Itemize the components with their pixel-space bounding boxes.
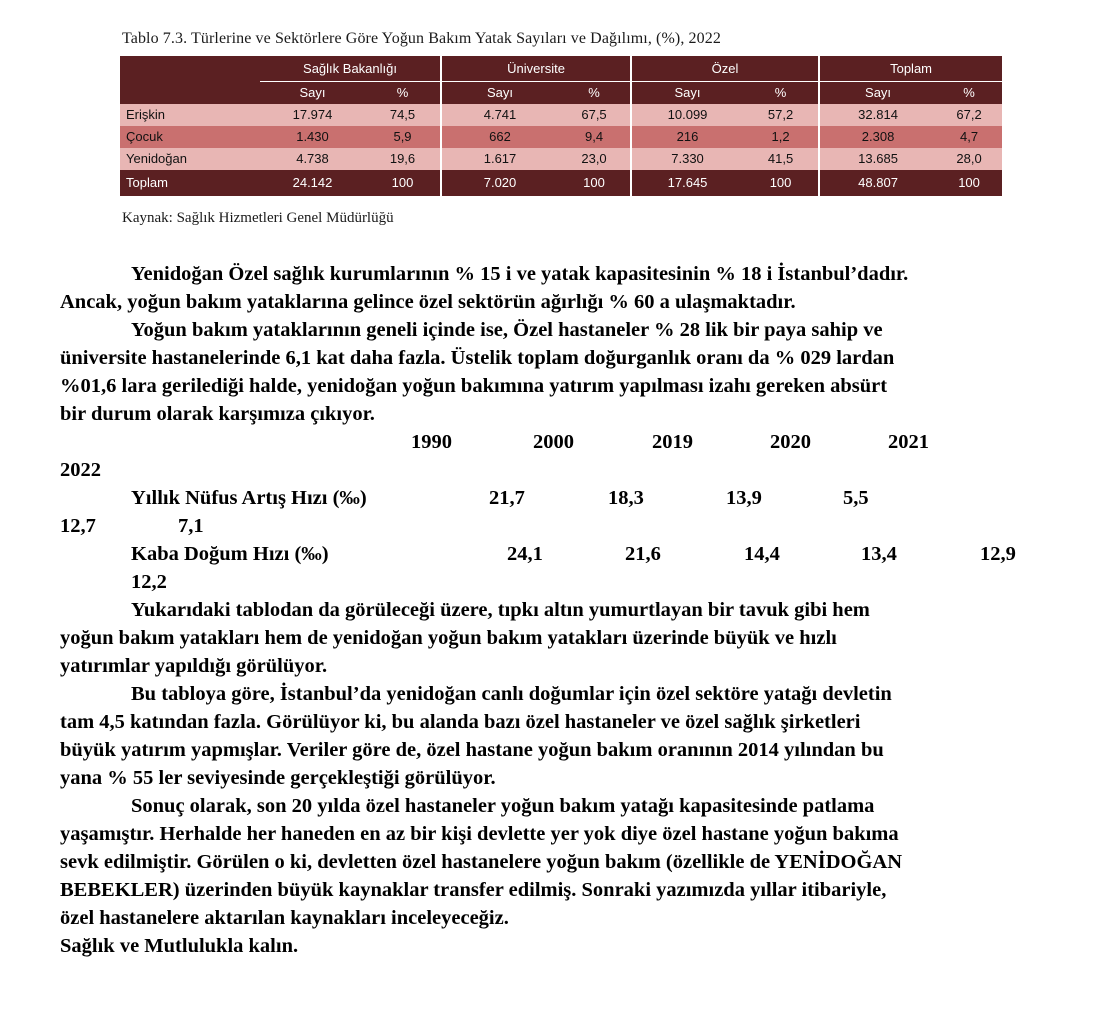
table-cell: 17.645 [631, 170, 743, 196]
group-header: Üniversite [441, 56, 631, 82]
growth-rate-value: 7,1 [178, 515, 204, 537]
table-header-sub [120, 82, 1002, 105]
paragraph-line: sevk edilmiştir. Görülen o ki, devletten özel hastanelere yoğun bakım (özellikle de YENİDOĞAN [60, 851, 903, 873]
icu-bed-table [120, 56, 1002, 196]
row-label: Çocuk [120, 126, 260, 148]
growth-rate-value: 13,9 [726, 487, 762, 509]
table-cell: 7.020 [441, 170, 558, 196]
paragraph-line: büyük yatırım yapmışlar. Veriler göre de, özel hastane yoğun bakım oranının 2014 yılından bu [60, 739, 884, 761]
table-cell: 28,0 [936, 148, 1002, 170]
table-caption: Tablo 7.3. Türlerine ve Sektörlere Göre Yoğun Bakım Yatak Sayıları ve Dağılımı, (%), 2022 [122, 30, 721, 47]
group-header: Toplam [819, 56, 1002, 82]
paragraph-line: yaşamıştır. Herhalde her haneden en az bir kişi devlette yer yok diye özel hastane yoğun bakıma [60, 823, 899, 845]
year-label: 1990 [411, 431, 452, 453]
table-cell: 100 [365, 170, 441, 196]
row-label: Yenidoğan [120, 148, 260, 170]
table-cell: 10.099 [631, 104, 743, 126]
paragraph-line: Ancak, yoğun bakım yataklarına gelince özel sektörün ağırlığı % 60 a ulaşmaktadır. [60, 291, 796, 313]
paragraph-line: özel hastanelere aktarılan kaynakları inceleyeceğiz. [60, 907, 509, 929]
header-blank [120, 82, 260, 105]
paragraph-line: bir durum olarak karşımıza çıkıyor. [60, 403, 375, 425]
year-label: 2020 [770, 431, 811, 453]
table-cell: 1.430 [260, 126, 365, 148]
paragraph-line: üniversite hastanelerinde 6,1 kat daha fazla. Üstelik toplam doğurganlık oranı da % 029 lardan [60, 347, 895, 369]
table-cell: 23,0 [558, 148, 631, 170]
table-cell: 7.330 [631, 148, 743, 170]
paragraph-line: Sonuç olarak, son 20 yılda özel hastaneler yoğun bakım yatağı kapasitesinde patlama [131, 795, 875, 817]
table-cell: 4.741 [441, 104, 558, 126]
table-cell: 17.974 [260, 104, 365, 126]
header-blank [120, 56, 260, 82]
table-row [120, 126, 1002, 148]
table-cell: 67,5 [558, 104, 631, 126]
birth-rate-value: 12,9 [980, 543, 1016, 565]
subheader: % [936, 82, 1002, 105]
subheader: % [365, 82, 441, 105]
birth-rate-value: 12,2 [131, 571, 167, 593]
table-cell: 216 [631, 126, 743, 148]
table-cell: 662 [441, 126, 558, 148]
table-cell: 100 [558, 170, 631, 196]
table-cell: 67,2 [936, 104, 1002, 126]
table-cell: 74,5 [365, 104, 441, 126]
year-label: 2022 [60, 459, 101, 481]
table-cell: 4,7 [936, 126, 1002, 148]
paragraph-line: yoğun bakım yatakları hem de yenidoğan yoğun bakım yatakları üzerinde büyük ve hızlı [60, 627, 837, 649]
paragraph-line: tam 4,5 katından fazla. Görülüyor ki, bu alanda bazı özel hastaneler ve özel sağlık şirketleri [60, 711, 861, 733]
birth-rate-value: 21,6 [625, 543, 661, 565]
paragraph-line: Yoğun bakım yataklarının geneli içinde ise, Özel hastaneler % 28 lik bir paya sahip ve [131, 319, 883, 341]
table-cell: 5,9 [365, 126, 441, 148]
table-cell: 9,4 [558, 126, 631, 148]
table-cell: 19,6 [365, 148, 441, 170]
table-row-total [120, 170, 1002, 196]
growth-rate-value: 12,7 [60, 515, 96, 537]
table-row [120, 148, 1002, 170]
paragraph-line: BEBEKLER) üzerinden büyük kaynaklar transfer edilmiş. Sonraki yazımızda yıllar itibariyle, [60, 879, 887, 901]
table-cell: 41,5 [743, 148, 819, 170]
table-cell: 4.738 [260, 148, 365, 170]
table-cell: 100 [743, 170, 819, 196]
subheader: Sayı [260, 82, 365, 105]
paragraph-line: Bu tabloya göre, İstanbul’da yenidoğan canlı doğumlar için özel sektöre yatağı devletin [131, 683, 892, 705]
birth-rate-value: 24,1 [507, 543, 543, 565]
paragraph-line: %01,6 lara gerilediği halde, yenidoğan yoğun bakımına yatırım yapılması izahı gereken absürt [60, 375, 888, 397]
row-label: Toplam [120, 170, 260, 196]
birth-rate-value: 13,4 [861, 543, 897, 565]
table-cell: 57,2 [743, 104, 819, 126]
table-cell: 100 [936, 170, 1002, 196]
paragraph-line: Yukarıdaki tablodan da görüleceği üzere, tıpkı altın yumurtlayan bir tavuk gibi hem [131, 599, 870, 621]
year-label: 2021 [888, 431, 929, 453]
row-label: Erişkin [120, 104, 260, 126]
table-cell: 48.807 [819, 170, 936, 196]
table-cell: 13.685 [819, 148, 936, 170]
year-label: 2019 [652, 431, 693, 453]
subheader: % [743, 82, 819, 105]
table-row [120, 104, 1002, 126]
table-cell: 32.814 [819, 104, 936, 126]
birth-rate-label: Kaba Doğum Hızı (‰) [131, 543, 329, 565]
table-source: Kaynak: Sağlık Hizmetleri Genel Müdürlüğü [122, 210, 394, 226]
year-label: 2000 [533, 431, 574, 453]
group-header: Sağlık Bakanlığı [260, 56, 441, 82]
growth-rate-value: 21,7 [489, 487, 525, 509]
paragraph-line: Yenidoğan Özel sağlık kurumlarının % 15 i ve yatak kapasitesinin % 18 i İstanbul’dadır. [131, 263, 909, 285]
group-header: Özel [631, 56, 819, 82]
subheader: Sayı [631, 82, 743, 105]
subheader: Sayı [441, 82, 558, 105]
subheader: % [558, 82, 631, 105]
closing-line: Sağlık ve Mutlulukla kalın. [60, 935, 299, 957]
paragraph-line: yana % 55 ler seviyesinde gerçekleştiği görülüyor. [60, 767, 496, 789]
table-cell: 1,2 [743, 126, 819, 148]
subheader: Sayı [819, 82, 936, 105]
table-header-groups [120, 56, 1002, 82]
birth-rate-value: 14,4 [744, 543, 780, 565]
table-cell: 1.617 [441, 148, 558, 170]
growth-rate-value: 18,3 [608, 487, 644, 509]
paragraph-line: yatırımlar yapıldığı görülüyor. [60, 655, 328, 677]
table-cell: 24.142 [260, 170, 365, 196]
table-cell: 2.308 [819, 126, 936, 148]
growth-rate-value: 5,5 [843, 487, 869, 509]
growth-rate-label: Yıllık Nüfus Artış Hızı (‰) [131, 487, 367, 509]
